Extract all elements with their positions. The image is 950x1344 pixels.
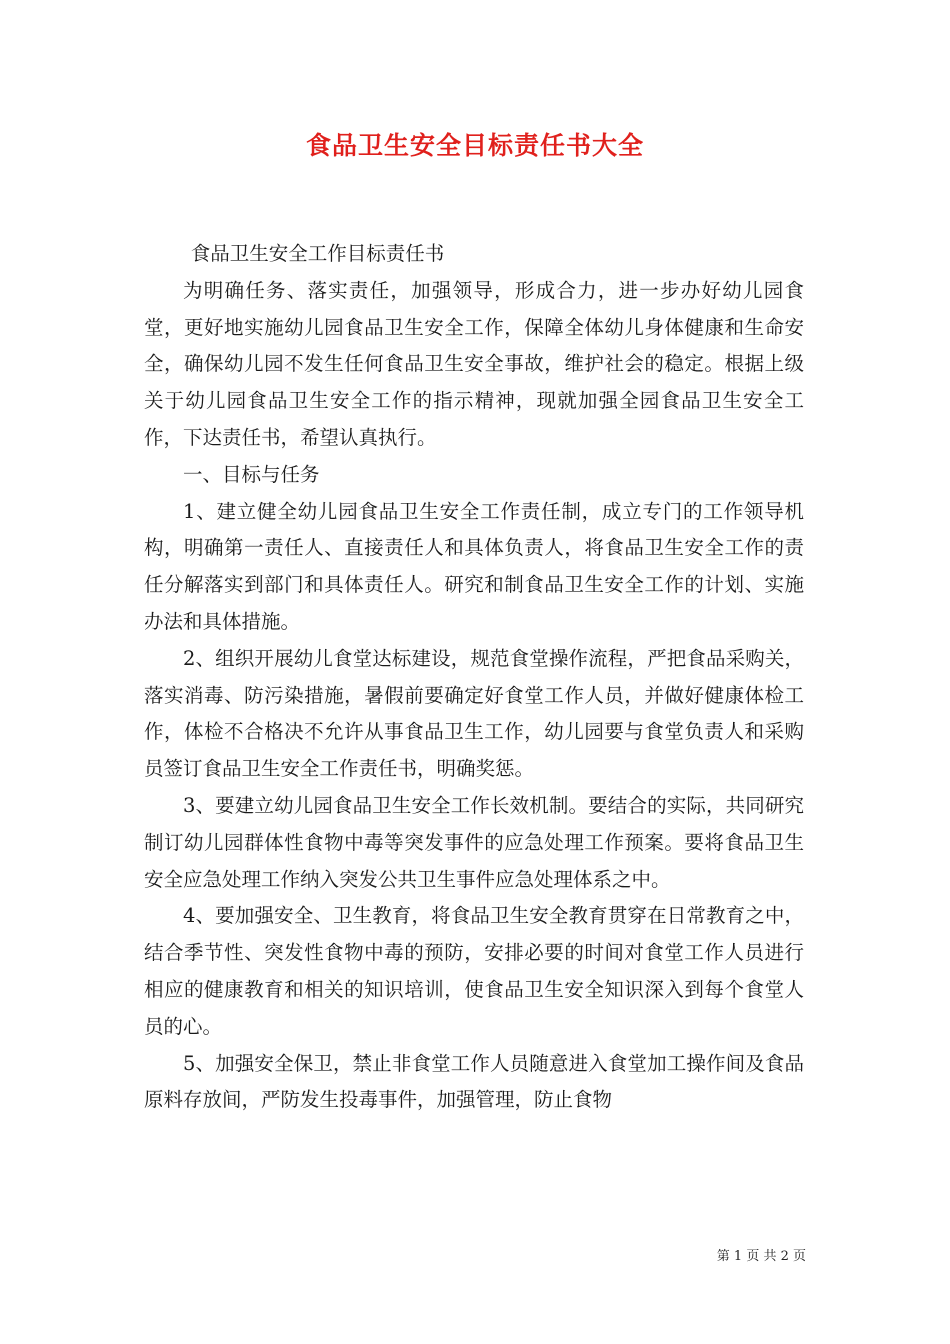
paragraph-item-4: 4、要加强安全、卫生教育，将食品卫生安全教育贯穿在日常教育之中，结合季节性、突发性食物中毒的预防，安排必要的时间对食堂工作人员进行相应的健康教育和相关的知识培训，使食品卫生安全知识深入到每个食堂人员的心。	[144, 904, 804, 1038]
section-heading-goals: 一、目标与任务	[183, 462, 320, 486]
paragraph-item-3: 3、要建立幼儿园食品卫生安全工作长效机制。要结合的实际，共同研究制订幼儿园群体性食物中毒等突发事件的应急处理工作预案。要将食品卫生安全应急处理工作纳入突发公共卫生事件应急处理体系之中。	[144, 793, 804, 891]
paragraph-item-2: 2、组织开展幼儿食堂达标建设，规范食堂操作流程，严把食品采购关，落实消毒、防污染措施，暑假前要确定好食堂工作人员，并做好健康体检工作，体检不合格决不允许从事食品卫生工作，幼儿园要与食堂负责人和采购员签订食品卫生安全工作责任书，明确奖惩。	[144, 646, 804, 781]
paragraph-item-5: 5、加强安全保卫，禁止非食堂工作人员随意进入食堂加工操作间及食品原料存放间，严防发生投毒事件，加强管理，防止食物	[144, 1051, 804, 1112]
document-body	[144, 236, 804, 1119]
paragraph-item-1: 1、建立健全幼儿园食品卫生安全工作责任制，成立专门的工作领导机构，明确第一责任人、直接责任人和具体负责人，将食品卫生安全工作的责任分解落实到部门和具体责任人。研究和制食品卫生安全工作的计划、实施办法和具体措施。	[144, 499, 804, 633]
page-number: 第 1 页 共 2 页	[716, 1249, 806, 1264]
paragraph-intro: 为明确任务、落实责任，加强领导，形成合力，进一步办好幼儿园食堂，更好地实施幼儿园食品卫生安全工作，保障全体幼儿身体健康和生命安全，确保幼儿园不发生任何食品卫生安全事故，维护社会的稳定。根据上级关于幼儿园食品卫生安全工作的指示精神，现就加强全园食品卫生安全工作，下达责任书，希望认真执行。	[144, 278, 804, 449]
document-title: 食品卫生安全目标责任书大全	[305, 131, 644, 160]
document-subtitle: 食品卫生安全工作目标责任书	[190, 242, 445, 265]
